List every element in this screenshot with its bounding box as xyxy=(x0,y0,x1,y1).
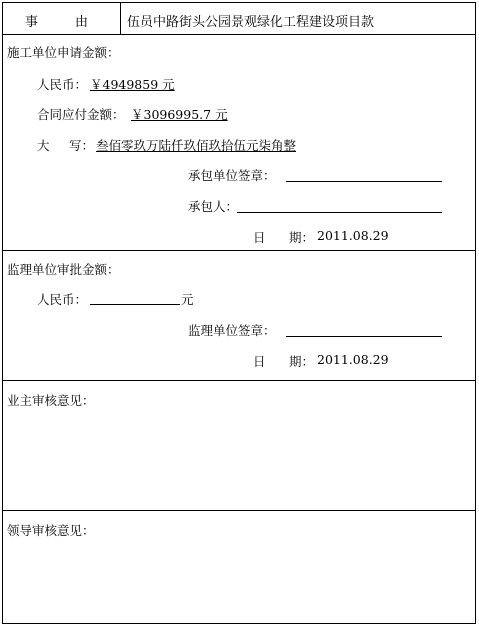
supervisor-date-char: 日 xyxy=(253,354,266,369)
owner-review-section xyxy=(3,381,475,511)
daxie-value: 叁佰零玖万陆仟玖佰玖拾伍元柒角整 xyxy=(96,138,297,153)
contractor-rmb-label: 人民币： xyxy=(37,77,88,92)
contractor-seal-line xyxy=(286,181,442,182)
contractor-section xyxy=(3,35,475,251)
contractor-person-label: 承包人： xyxy=(188,199,239,214)
contractor-date-char: 日 xyxy=(253,230,266,245)
supervisor-date-value: 2011.08.29 xyxy=(317,352,389,367)
subject-label-cell xyxy=(3,3,121,34)
subject-row xyxy=(3,3,475,35)
supervisor-rmb-label: 人民币： xyxy=(37,292,88,307)
daxie-label: 写： xyxy=(69,138,95,153)
supervisor-seal-line xyxy=(286,336,442,337)
supervisor-section-title: 监理单位审批金额： xyxy=(7,262,120,277)
supervisor-date-label: 期： xyxy=(289,354,315,369)
daxie-label-char: 大 xyxy=(37,138,50,153)
owner-review-title: 业主审核意见： xyxy=(7,393,95,408)
subject-label-char-2: 由 xyxy=(75,15,89,30)
contractor-section-title: 施工单位申请金额： xyxy=(7,45,120,60)
leader-review-title: 领导审核意见： xyxy=(7,523,95,538)
contractor-date-value: 2011.08.29 xyxy=(317,228,389,243)
supervisor-rmb-line xyxy=(90,304,180,305)
contractor-date-label: 期： xyxy=(289,230,315,245)
payment-form-table xyxy=(2,2,476,624)
contractor-rmb-value: ￥4949859 元 xyxy=(90,77,175,92)
contractor-seal-label: 承包单位签章： xyxy=(188,168,276,183)
subject-value: 伍员中路街头公园景观绿化工程建设项目款 xyxy=(127,15,375,30)
supervisor-seal-label: 监理单位签章： xyxy=(188,323,276,338)
supervisor-rmb-unit: 元 xyxy=(181,292,194,307)
contractor-person-line xyxy=(237,212,442,213)
contract-amount-label: 合同应付金额： xyxy=(37,107,125,122)
subject-label-char-1: 事 xyxy=(25,15,39,30)
supervisor-section xyxy=(3,251,475,381)
leader-review-section xyxy=(3,511,475,625)
contract-amount-value: ￥3096995.7 元 xyxy=(131,107,228,122)
